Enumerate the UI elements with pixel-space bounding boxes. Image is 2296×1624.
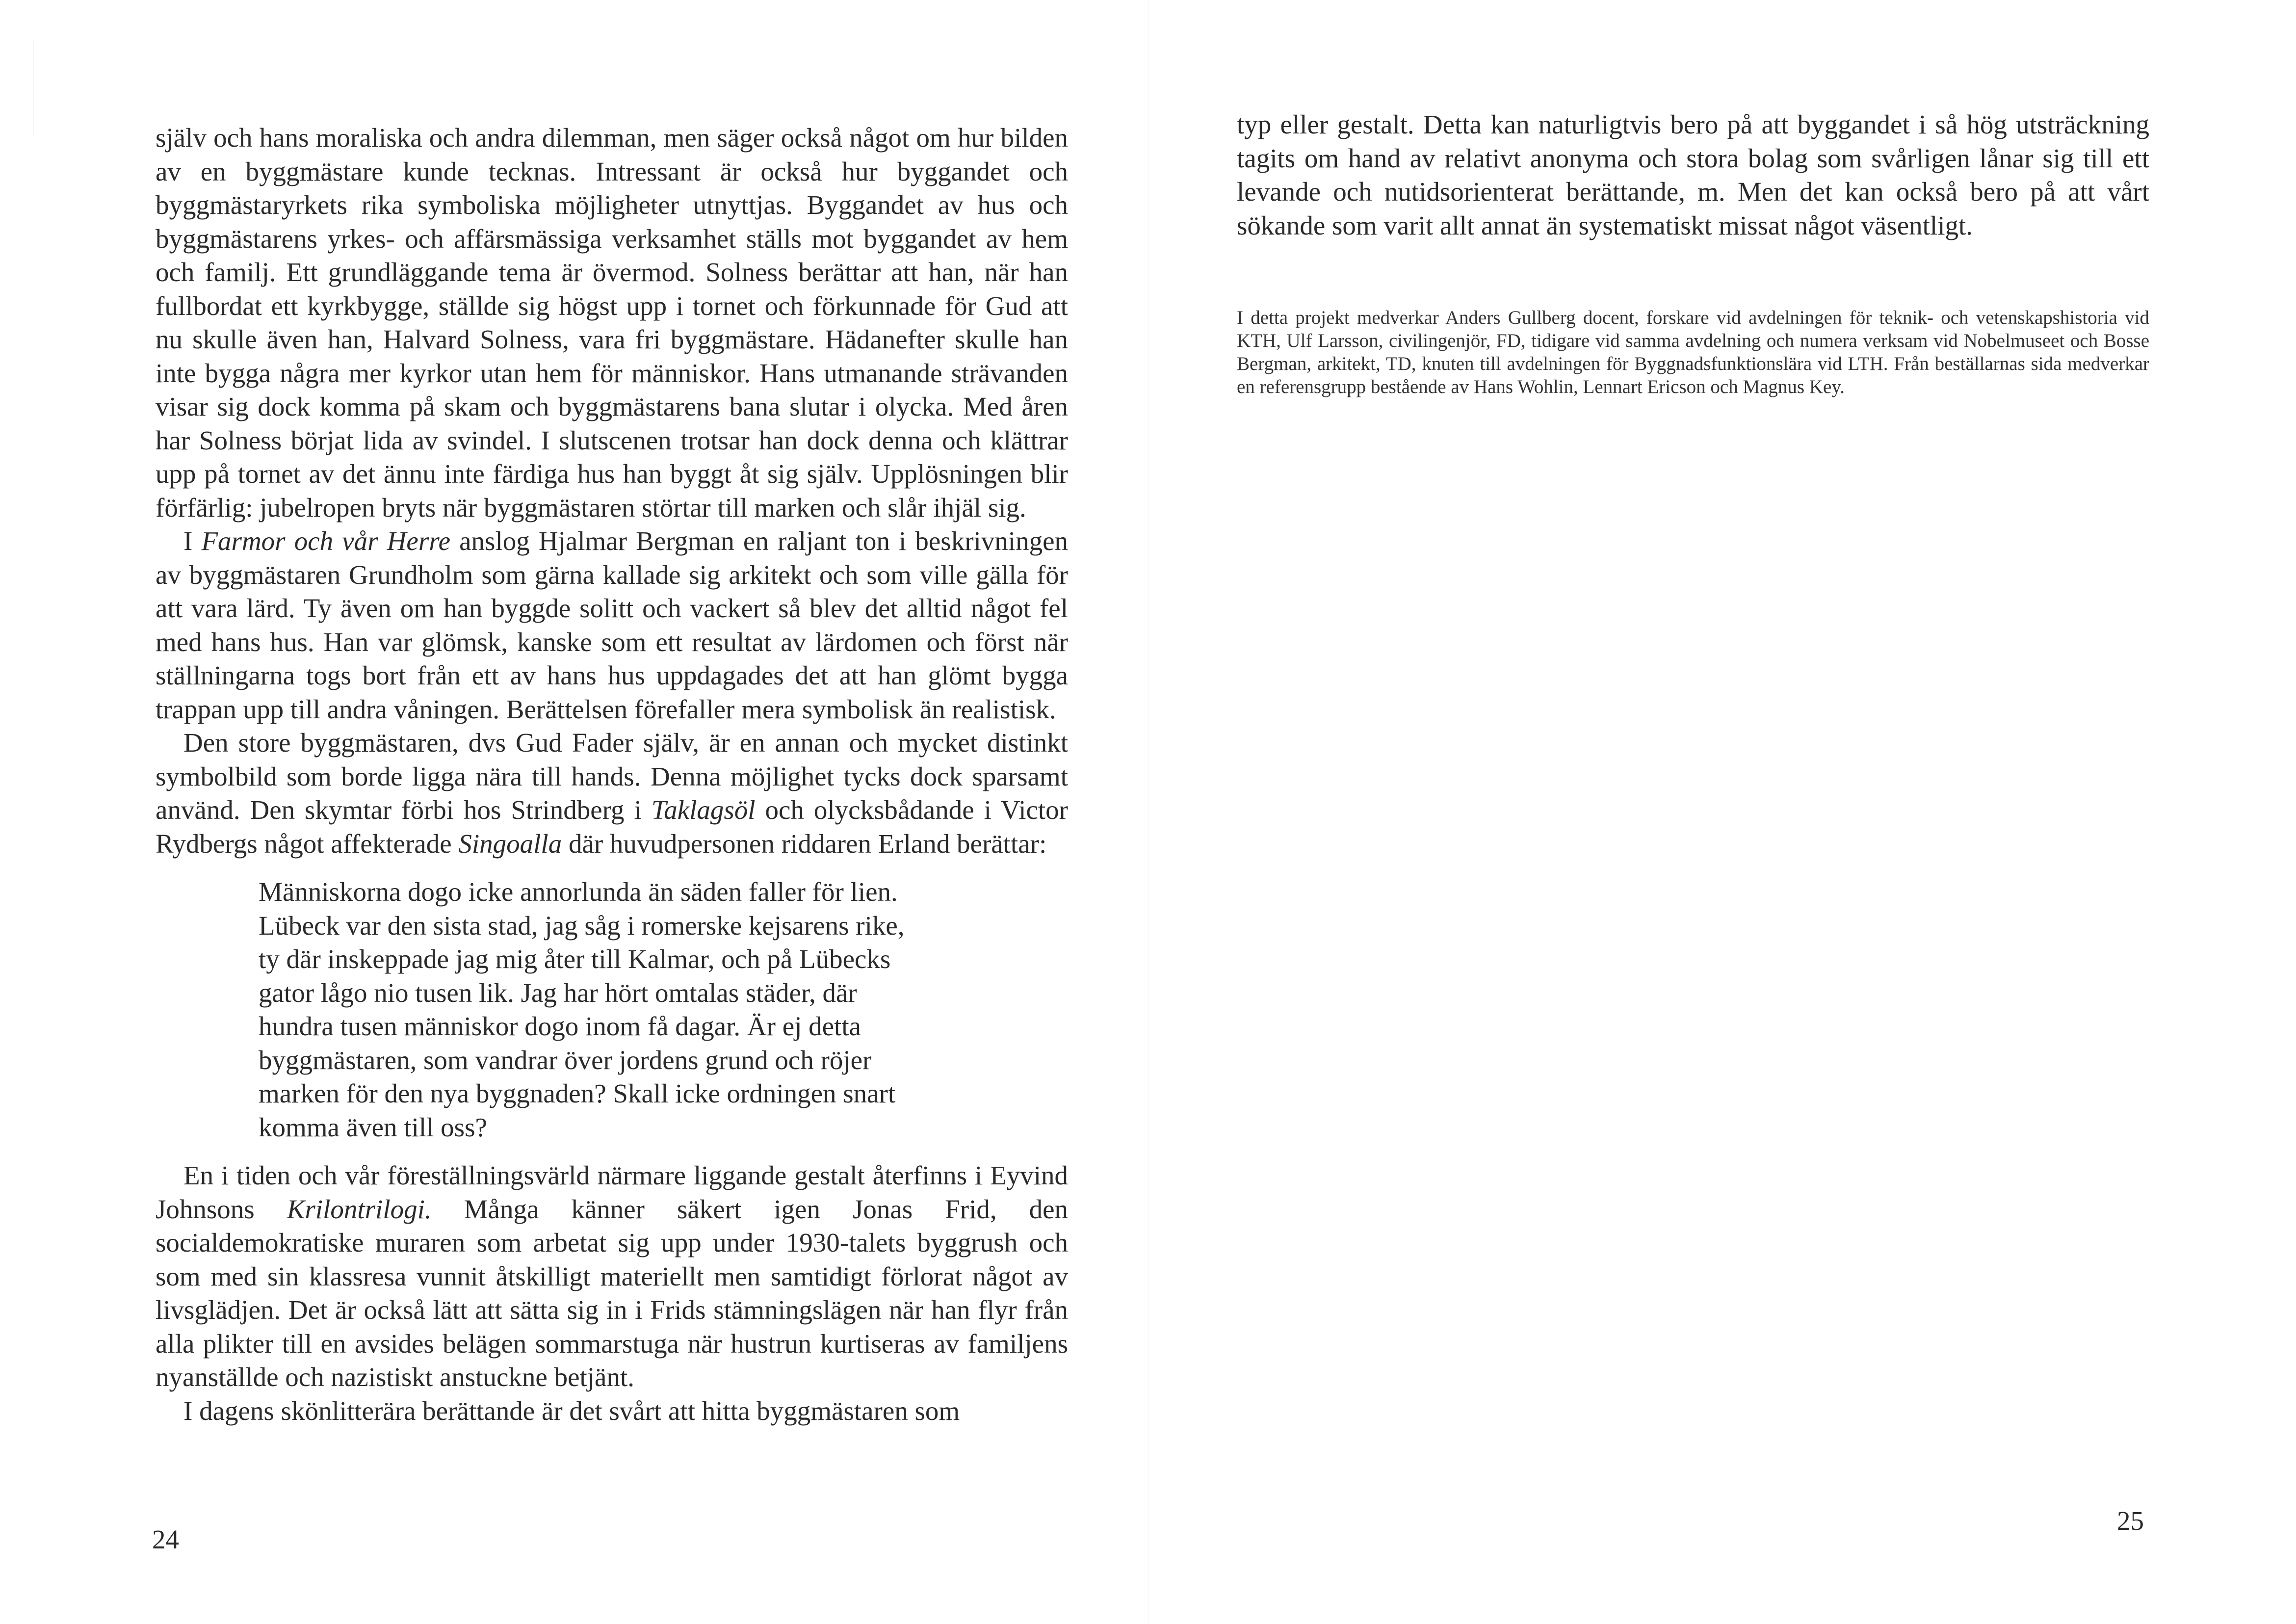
project-note: I detta projekt medverkar Anders Gullberg docent, forskare vid avdelningen för teknik- och vetenskapshistoria vid KTH, Ulf Larsson, civilingenjör, FD, tidigare vid samma avdelning och numera verksam vid Nobelmuseet och Bosse Bergman, arkitekt, TD, knuten till avdelningen för Byggnadsfunktionslära vid LTH. Från beställarnas sida medverkar en referensgrupp bestående av Hans Wohlin, Lennart Ericson och Magnus Key. [1237, 307, 2149, 397]
left-page-body [156, 121, 1068, 1428]
quote-line: Lübeck var den sista stad, jag såg i romerske kejsarens rike, [259, 910, 905, 941]
paragraph-text: Den store byggmästaren, dvs Gud Fader själv, är en annan och mycket distinkt symbolbild som borde ligga nära till hands. Denna möjlighet tycks dock sparsamt använd. Den skymtar förbi hos Strindberg i [156, 728, 1068, 825]
paragraph-text: anslog Hjalmar Bergman en raljant ton i beskrivningen av byggmästaren Grundholm som gärna kallade sig arkitekt och som ville gälla för att vara lärd. Ty även om han byggde solitt och vackert så blev det alltid något fel med hans hus. Han var glömsk, kanske som ett resultat av lärdomen och först när ställningarna togs bort från ett av hans hus uppdagades det att han glömt bygga trappan upp till andra våningen. Berättelsen förefaller mera symbolisk än realistisk. [156, 526, 1068, 724]
quote-line: komma även till oss? [259, 1112, 487, 1142]
paragraph-text: En i tiden och vår föreställningsvärld närmare liggande gestalt återfinns i Eyvind Johnsons [156, 1160, 1068, 1224]
right-page [1148, 0, 2296, 1624]
paragraph-text: där huvudpersonen riddaren Erland berättar: [562, 828, 1047, 859]
quote-line: gator lågo nio tusen lik. Jag har hört omtalas städer, där [259, 977, 857, 1008]
paragraph-text: Många känner säkert igen Jonas Frid, den socialdemokratiske muraren som arbetat sig upp under 1930-talets byggrush och som med sin klassresa vunnit åtskilligt materiellt men samtidigt förlorat något av livsglädjen. Det är också lätt att sätta sig in i Frids stämningslägen när han flyr från alla plikter till en avsides belägen sommarstuga när hustrun kurtiseras av familjens nyanställde och nazistiskt anstuckne betjänt. [156, 1194, 1068, 1392]
paragraph-johnson [156, 1159, 1068, 1394]
paragraph-solness: själv och hans moraliska och andra dilemman, men säger också något om hur bilden av en byggmästare kunde tecknas. Intressant är också hur byggandet och byggmästaryrkets rika symboliska möjligheter utnyttjas. Byggandet av hus och byggmästarens yrkes- och affärsmässiga verksamhet ställs mot byggandet av hem och familj. Ett grundläggande tema är övermod. Solness berättar att han, när han fullbordat ett kyrkbygge, ställde sig högst upp i tornet och förkunnade för Gud att nu skulle även han, Halvard Solness, vara fri byggmästare. Hädanefter skulle han inte bygga några mer kyrkor utan hem för människor. Hans utmanande strävanden visar sig dock komma på skam och byggmästarens bana slutar i olycka. Med åren har Solness börjat lida av svindel. I slutscenen trotsar han dock denna och klättrar upp på tornet av det ännu inte färdiga hus han byggt åt sig själv. Upplösningen blir förfärlig: jubelropen bryts när byggmästaren störtar till marken och slår ihjäl sig. [156, 123, 1068, 523]
book-title: Singoalla [458, 828, 562, 859]
right-page-body [1237, 108, 2149, 242]
paragraph-text: och olycksbådande i Victor Rydbergs något affekterade [156, 795, 1068, 859]
paragraph-text: I [183, 526, 202, 556]
page-number-right: 25 [2117, 1506, 2144, 1536]
paragraph-dagens: I dagens skönlitterära berättande är det svårt att hitta byggmästaren som [183, 1395, 960, 1426]
quote-line: ty där inskeppade jag mig åter till Kalmar, och på Lübecks [259, 944, 891, 974]
paragraph-continuation: typ eller gestalt. Detta kan naturligtvis bero på att byggandet i så hög utsträckning tagits om hand av relativt anonyma och stora bolag som svårligen lånar sig till ett levande och nutidsorienterat berättande, m. Men det kan också bero på att vårt sökande som varit allt annat än systematiskt missat något väsentligt. [1237, 109, 2149, 240]
book-title: Taklagsöl [651, 795, 756, 825]
quote-line: hundra tusen människor dogo inom få dagar. Är ej detta [259, 1011, 861, 1041]
quote-line: Människorna dogo icke annorlunda än säden faller för lien. [259, 877, 898, 907]
quote-line: marken för den nya byggnaden? Skall icke ordningen snart [259, 1078, 896, 1108]
book-title: Krilontrilogi. [287, 1194, 432, 1224]
paragraph-gud-fader [156, 726, 1068, 861]
paragraph-bergman [156, 524, 1068, 726]
quote-line: byggmästaren, som vandrar över jordens grund och röjer [259, 1045, 872, 1075]
block-quote [259, 875, 955, 1144]
page-number-left: 24 [152, 1524, 179, 1554]
book-title: Farmor och vår Herre [201, 526, 450, 556]
